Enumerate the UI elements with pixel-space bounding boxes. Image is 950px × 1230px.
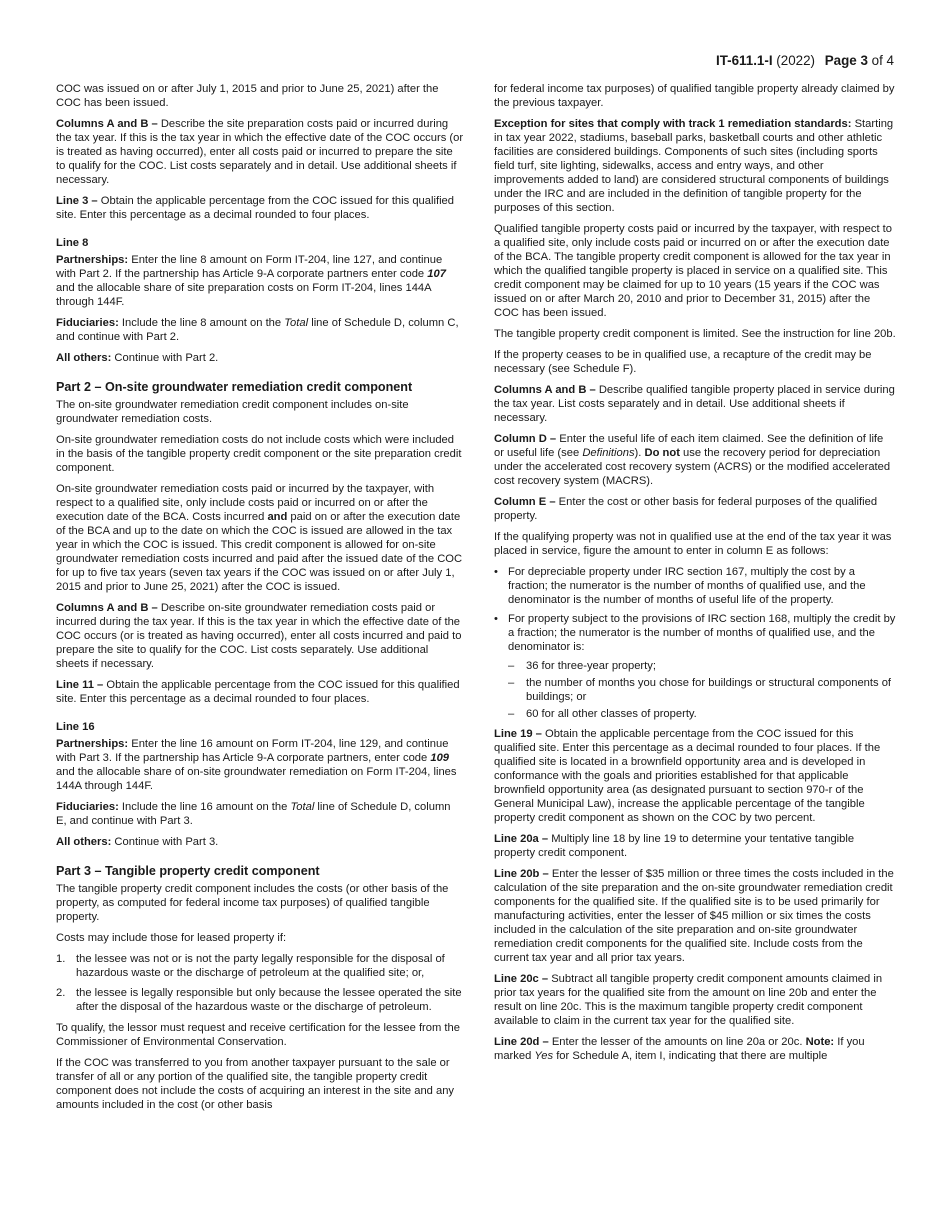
line-16-fiduciaries: Fiduciaries: Include the line 16 amount on the Total line of Schedule D, column E, and continue with Part 3. [56, 801, 451, 827]
list-item: 2. the lessee is legally responsible but only because the lessee operated the site after the disposal of the hazardous waste or the discharge of petroleum. [56, 987, 462, 1013]
part-2-exclusions: On-site groundwater remediation costs do not include costs which were included in the basis of the tangible property credit component or the site preparation credit component. [56, 434, 462, 474]
line-8-partnerships: Partnerships: Enter the line 8 amount on Form IT-204, line 127, and continue with Part 2. If the partnership has Article 9-A corporate partners enter code 107 and the allocable share of site preparation costs on Form IT-204, lines 144A through 144F. [56, 254, 446, 308]
line-19-instruction: Line 19 – Obtain the applicable percentage from the COC issued for this qualified site. Enter this percentage as a decimal rounded to four places. If the qualified site is located in a brownfield opportunity area and is developed in conformance with the goals and priorities established for that applicable brownfield opportunity area (as designated pursuant to section 970-r of the General Municipal Law), increase the applicable percentage of the tangible property credit component as shown on the COC by two percent. [494, 728, 881, 824]
list-item: – 36 for three-year property; [508, 660, 656, 672]
line-20d-instruction: Line 20d – Enter the lesser of the amounts on line 20a or 20c. Note: If you marked Yes for Schedule A, item I, indicating that there are multiple [494, 1036, 865, 1062]
list-item: 1. the lessee was not or is not the party legally responsible for the disposal of hazardous waste or the discharge of petroleum at the qualified site; or, [56, 953, 445, 979]
line-16-all-others: All others: Continue with Part 3. [56, 836, 219, 848]
qualified-tangible-costs: Qualified tangible property costs paid or incurred by the taxpayer, with respect to a qualified site, only include costs paid or incurred on or after the execution date of the BCA. The tangible property credit component is allowed for the tax year in which the qualified tangible property is placed in service on a qualified site. This credit component may be claimed for up to 10 years (15 years if the COC was issued on or after March 20, 2010 and prior to December 31, 2015) after the COC has been issued. [494, 223, 892, 319]
left-column [56, 82, 464, 1119]
part-3-certification: To qualify, the lessor must request and receive certification for the lessee from the Commissioner of Environmental Conservation. [56, 1022, 460, 1048]
line-11-instruction: Line 11 – Obtain the applicable percentage from the COC issued for this qualified site. Enter this percentage as a decimal rounded to four places. [56, 679, 460, 705]
columns-ab-site-prep: Columns A and B – Describe the site preparation costs paid or incurred during the tax year. If this is the tax year in which the effective date of the COC occurs (or is treated as having occurred), enter all costs paid or incurred to prepare the site to qualify for the COC. List costs separately and in detail. Use additional sheets if necessary. [56, 118, 464, 186]
columns-ab-groundwater: Columns A and B – Describe on-site groundwater remediation costs paid or incurred during the tax year. If this is the tax year in which the effective date of the COC occurs (or is treated as having occurred), enter all costs incurred and paid to prepare the site to qualify for the COC. List costs separately. Use additional sheets if necessary. [56, 602, 462, 670]
recapture-note: If the property ceases to be in qualified use, a recapture of the credit may be necessary (see Schedule F). [494, 349, 872, 375]
part-3-transfer: If the COC was transferred to you from another taxpayer pursuant to the sale or transfer of all or any portion of the qualified site, the tangible property credit component does not include the costs of acquiring an interest in the site and any amounts included in the cost (or other basis [56, 1057, 455, 1111]
list-item: – 60 for all other classes of property. [508, 708, 697, 720]
line-8-fiduciaries: Fiduciaries: Include the line 8 amount on the Total line of Schedule D, column C, and continue with Part 2. [56, 317, 459, 343]
credit-limited: The tangible property credit component is limited. See the instruction for line 20b. [494, 328, 896, 340]
part-3-leased: Costs may include those for leased property if: [56, 932, 287, 944]
part-2-intro: The on-site groundwater remediation credit component includes on-site groundwater remediation costs. [56, 399, 409, 425]
part-3-heading: Part 3 – Tangible property credit component [56, 864, 320, 878]
part-2-costs: On-site groundwater remediation costs paid or incurred by the taxpayer, with respect to a qualified site, only include costs paid or incurred on or after the execution date of the BCA. Costs incurred and paid on or after the execution date of the BCA and up to the date on which the COC is issued are allowed in the tax year in which the COC is issued. This credit component is allowed for on-site groundwater remediation costs incurred and paid after the issued date of the COC for up to five tax years (seven tax years if the COC was issued on or after July 1, 2015 and prior to June 25, 2021) after the COC is issued. [56, 483, 463, 593]
property-bullets [494, 565, 896, 654]
page-of: of 4 [871, 53, 894, 68]
line-3-instruction: Line 3 – Obtain the applicable percentage from the COC issued for this qualified site. Enter this percentage as a decimal rounded to four places. [56, 195, 455, 221]
denominator-list [494, 659, 896, 721]
list-item: – the number of months you chose for buildings or structural components of buildings; or [508, 677, 892, 703]
form-year: (2022) [776, 53, 815, 68]
column-e-instruction: Column E – Enter the cost or other basis for federal purposes of the qualified property. [494, 496, 878, 522]
line-8-all-others: All others: Continue with Part 2. [56, 352, 219, 364]
line-20c-instruction: Line 20c – Subtract all tangible property credit component amounts claimed in prior tax years for the qualified site from the amount on line 20b and enter the result on line 20c. This is the maximum tangible property credit component available to claim in the current tax year for the qualified site. [494, 973, 883, 1027]
page-label: Page 3 [824, 53, 868, 68]
columns-ab-tangible: Columns A and B – Describe qualified tangible property placed in service during the tax year. List costs separately and in detail. Use additional sheets if necessary. [494, 384, 895, 424]
page-header [716, 53, 894, 68]
line-8-heading: Line 8 [56, 237, 89, 249]
form-number: IT-611.1-I [715, 53, 773, 68]
list-item: • For depreciable property under IRC section 167, multiply the cost by a fraction; the numerator is the number of months of qualified use, and the denominator is the number of months of useful life of the property. [494, 566, 866, 606]
transfer-continuation: for federal income tax purposes) of qualified tangible property already claimed by the previous taxpayer. [494, 83, 895, 109]
line-20a-instruction: Line 20a – Multiply line 18 by line 19 to determine your tentative tangible property credit component. [494, 833, 855, 859]
line-16-partnerships: Partnerships: Enter the line 16 amount on Form IT-204, line 129, and continue with Part 3. If the partnership has Article 9-A corporate partners, enter code 109 and the allocable share of on-site groundwater remediation on Form IT-204, lines 144A through 144F. [56, 738, 457, 792]
list-item: • For property subject to the provisions of IRC section 168, multiply the credit by a fraction; the numerator is the number of months of qualified use, and the denominator is: [494, 613, 896, 653]
line-16-heading: Line 16 [56, 721, 95, 733]
track-1-exception: Exception for sites that comply with track 1 remediation standards: Starting in tax year 2022, stadiums, baseball parks, basketball courts and other athletic facilities are considered buildings. Components of such sites (including sports field turf, site lighting, sidewalks, access and entry ways, and other improvements added to land) are considered structural components of buildings under the IRC and are included in the definition of tangible property for the purposes of this section. [494, 118, 894, 214]
part-3-intro: The tangible property credit component includes the costs (or other basis of the property, as computed for federal income tax purposes) of qualified tangible property. [56, 883, 449, 923]
right-column [494, 82, 896, 1070]
line-20b-instruction: Line 20b – Enter the lesser of $35 million or three times the costs included in the calculation of the site preparation and the on-site groundwater remediation credit components for the qualified site. If the qualified site is to be used primarily for manufacturing activities, enter the lesser of $45 million or six times the costs included in the calculation of the site preparation and on-site groundwater remediation credit components for the qualified site. Include costs from the current tax year and all prior tax years. [494, 868, 894, 964]
coc-continuation: COC was issued on or after July 1, 2015 and prior to June 25, 2021) after the COC has been issued. [56, 83, 439, 109]
leased-conditions-list [56, 952, 464, 1014]
not-in-qualified-use: If the qualifying property was not in qualified use at the end of the tax year it was placed in service, figure the amount to enter in column E as follows: [494, 531, 892, 557]
part-2-heading: Part 2 – On-site groundwater remediation credit component [56, 380, 413, 394]
column-d-instruction: Column D – Enter the useful life of each item claimed. See the definition of life or useful life (see Definitions). Do not use the recovery period for depreciation under the accelerated cost recovery system (ACRS) or the modified accelerated cost recovery system (MACRS). [494, 433, 891, 487]
